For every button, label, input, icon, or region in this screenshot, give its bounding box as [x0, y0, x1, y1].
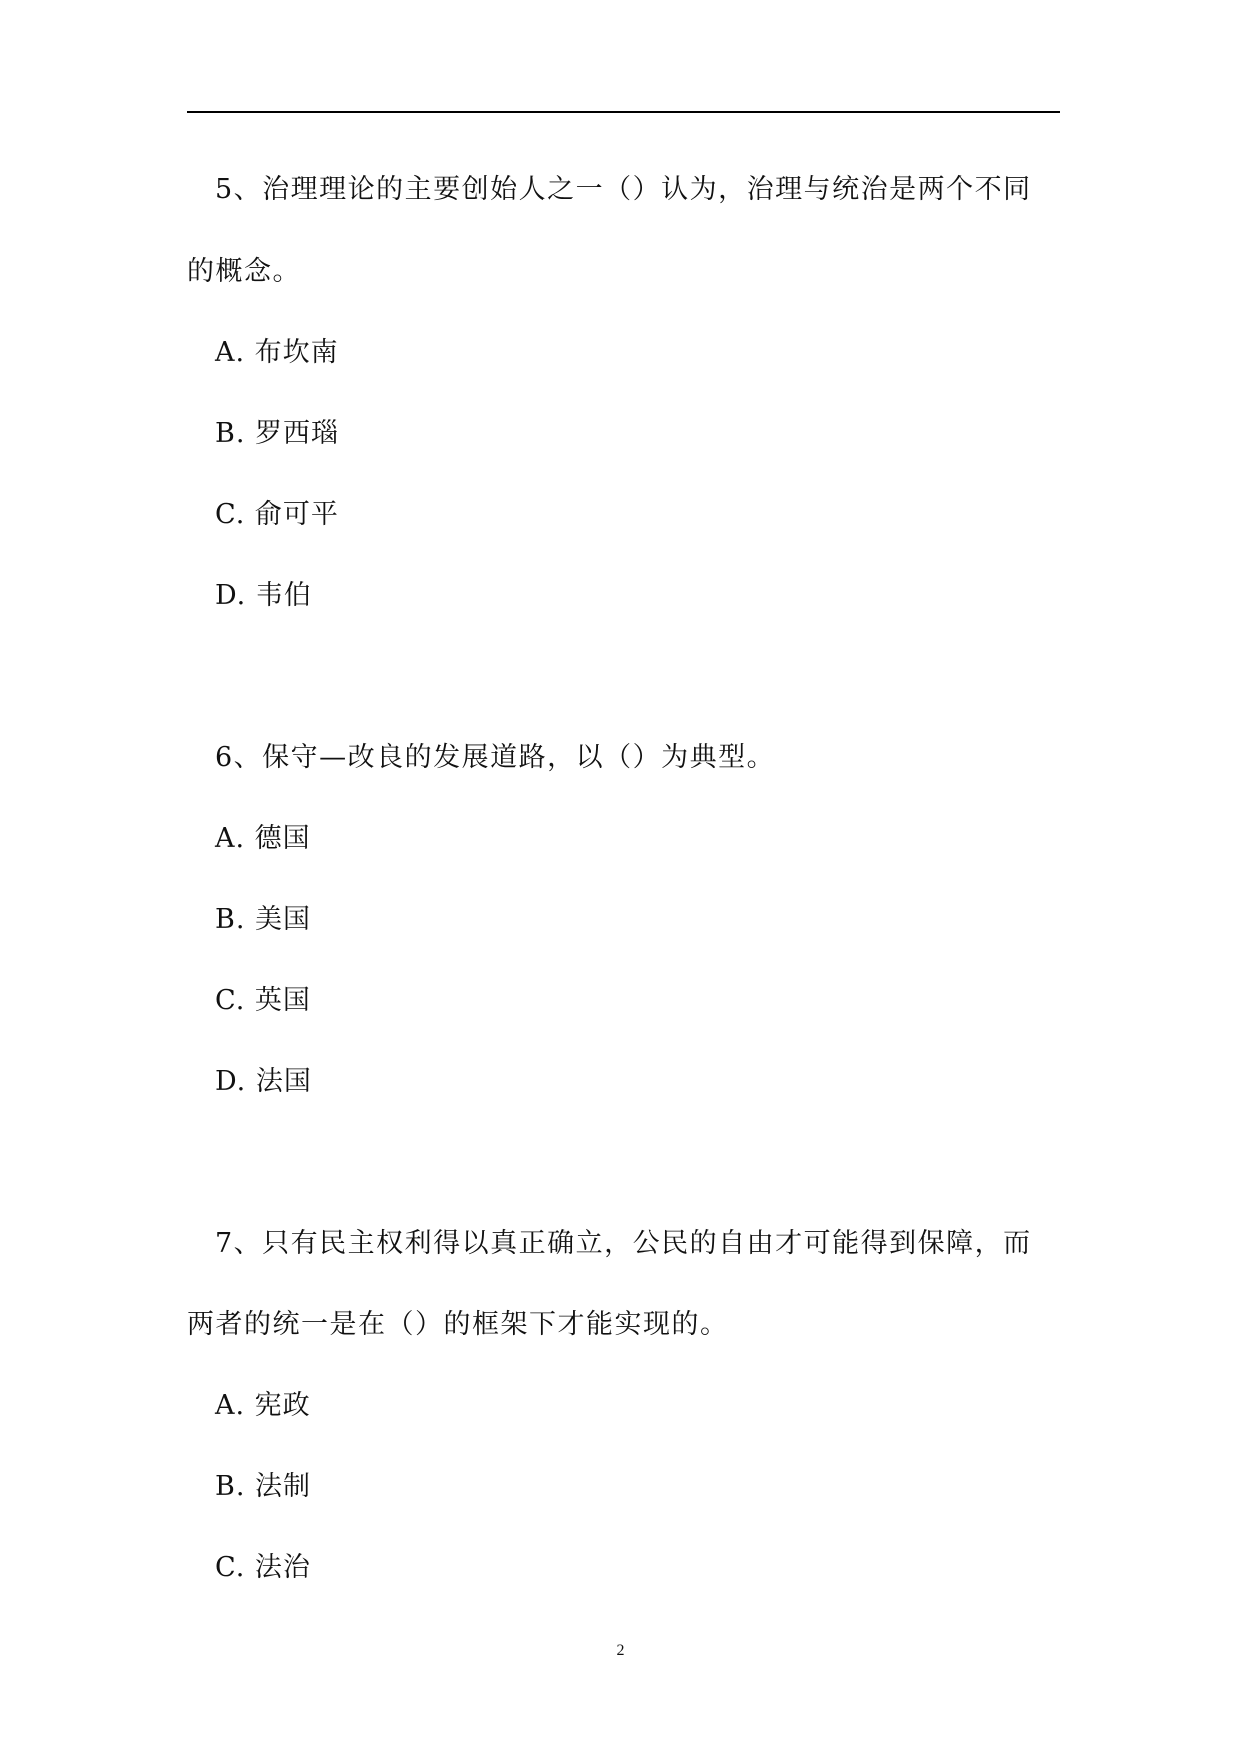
question-6-stem-line-1: 6、保守—改良的发展道路，以（）为典型。	[215, 742, 776, 773]
question-6-option-b: B. 美国	[215, 904, 312, 935]
question-5-option-d: D. 韦伯	[215, 580, 312, 611]
question-5-option-c: C. 俞可平	[215, 499, 339, 530]
question-6-option-a: A. 德国	[215, 823, 311, 854]
question-7-stem-line-1: 7、只有民主权利得以真正确立，公民的自由才可能得到保障，而	[215, 1228, 1032, 1259]
header-rule	[187, 111, 1060, 113]
question-7-option-b: B. 法制	[215, 1471, 312, 1502]
question-5-stem-line-2: 的概念。	[187, 256, 301, 287]
question-5-option-b: B. 罗西瑙	[215, 418, 340, 449]
question-7-stem-line-2: 两者的统一是在（）的框架下才能实现的。	[187, 1309, 729, 1340]
page-number: 2	[616, 1642, 625, 1659]
question-6-option-c: C. 英国	[215, 985, 311, 1016]
question-7-option-c: C. 法治	[215, 1552, 311, 1583]
question-5-stem-line-1: 5、治理理论的主要创始人之一（）认为，治理与统治是两个不同	[215, 174, 1032, 205]
question-7-option-a: A. 宪政	[215, 1390, 311, 1421]
question-6-option-d: D. 法国	[215, 1066, 312, 1097]
question-5-option-a: A. 布坎南	[215, 337, 339, 368]
